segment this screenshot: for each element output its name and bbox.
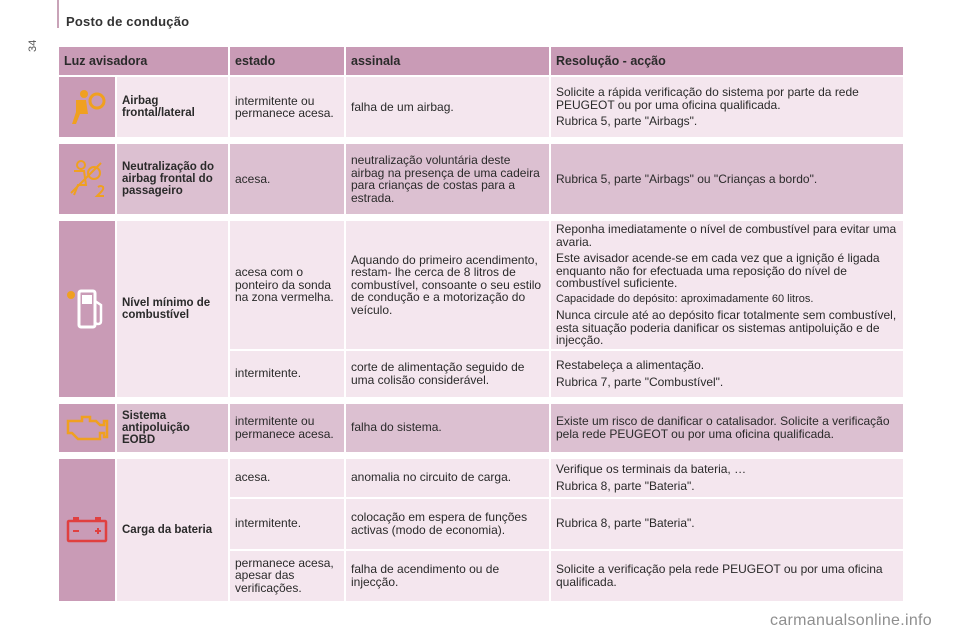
table-header-row [58, 46, 904, 76]
left-margin-rule [57, 0, 59, 28]
fuel-pump-icon-cell [58, 220, 116, 398]
table-row [58, 76, 904, 138]
state-cell: intermitente. [229, 350, 345, 398]
resolution-cell [550, 350, 904, 398]
light-name: Sistema antipoluição EOBD [116, 403, 229, 453]
resolution-cell [550, 550, 904, 602]
state-cell: acesa com o ponteiro da sonda na zona vermelha. [229, 220, 345, 350]
light-name: Airbag frontal/lateral [116, 76, 229, 138]
airbag-icon [66, 86, 108, 128]
indicates-cell: anomalia no circuito de carga. [345, 458, 550, 498]
table-row [58, 403, 904, 453]
resolution-text: Capacidade do depósito: aproximadamente 60 litros. [556, 292, 814, 305]
resolution-text: Rubrica 8, parte "Bateria". [556, 516, 695, 531]
resolution-text: Este avisador acende-se em cada vez que a ignição é ligada enquanto não for efectuada uma reposição do nível de combustível suficiente. [556, 251, 880, 290]
table-row [58, 458, 904, 498]
light-name: Carga da bateria [116, 458, 229, 602]
state-cell: acesa. [229, 143, 345, 215]
resolution-cell [550, 220, 904, 350]
header-warning-light: Luz avisadora [58, 46, 229, 76]
indicates-cell: falha de um airbag. [345, 76, 550, 138]
header-indicates: assinala [345, 46, 550, 76]
resolution-text: Restabeleça a alimentação. [556, 358, 705, 372]
engine-icon-cell [58, 403, 116, 453]
resolution-text: Rubrica 7, parte "Combustível". [556, 374, 724, 389]
resolution-text: Verifique os terminais da bateria, … [556, 462, 747, 476]
resolution-text: Nunca circule até ao depósito ficar totalmente sem combustível, esta situação poderia danificar os sistemas antipoluição e de injecção. [556, 308, 897, 347]
resolution-cell [550, 498, 904, 550]
resolution-text: Existe um risco de danificar o catalisador. Solicite a verificação pela rede PEUGEOT ou por uma oficina qualificada. [556, 414, 890, 441]
warning-lights-table [57, 45, 905, 603]
resolution-cell [550, 76, 904, 138]
state-cell: intermitente. [229, 498, 345, 550]
resolution-text: Solicite a verificação pela rede PEUGEOT ou por uma oficina qualificada. [556, 562, 883, 589]
indicates-cell: falha de acendimento ou de injecção. [345, 550, 550, 602]
fuel-pump-icon [65, 285, 109, 333]
resolution-text: Solicite a rápida verificação do sistema por parte da rede PEUGEOT ou por uma oficina qualificada. [556, 85, 859, 112]
header-state: estado [229, 46, 345, 76]
indicates-cell: neutralização voluntária deste airbag na presença de uma cadeira para crianças de costas para a estrada. [345, 143, 550, 215]
table-row [58, 143, 904, 215]
light-name: Neutralização do airbag frontal do passageiro [116, 143, 229, 215]
battery-icon-cell [58, 458, 116, 602]
resolution-text: Rubrica 5, parte "Airbags" ou "Crianças a bordo". [556, 171, 818, 186]
page-title: Posto de condução [66, 14, 190, 29]
light-name: Nível mínimo de combustível [116, 220, 229, 398]
resolution-text: Rubrica 5, parte "Airbags". [556, 114, 698, 129]
resolution-cell [550, 143, 904, 215]
table-row [58, 220, 904, 350]
resolution-text: Rubrica 8, parte "Bateria". [556, 478, 695, 493]
resolution-cell [550, 458, 904, 498]
indicates-cell: falha do sistema. [345, 403, 550, 453]
indicates-cell: Aquando do primeiro acendimento, restam- lhe cerca de 8 litros de combustível, consoante o seu estilo de condução e a motorização do veículo. [345, 220, 550, 350]
indicates-cell: colocação em espera de funções activas (modo de economia). [345, 498, 550, 550]
resolution-text: Reponha imediatamente o nível de combustível para evitar uma avaria. [556, 222, 897, 249]
state-cell: intermitente ou permanece acesa. [229, 403, 345, 453]
airbag-icon-cell [58, 76, 116, 138]
watermark: carmanualsonline.info [770, 612, 932, 629]
state-cell: intermitente ou permanece acesa. [229, 76, 345, 138]
header-resolution: Resolução - acção [550, 46, 904, 76]
battery-icon [65, 515, 109, 545]
state-cell: acesa. [229, 458, 345, 498]
resolution-cell [550, 403, 904, 453]
airbag-off-icon [65, 157, 109, 201]
indicates-cell: corte de alimentação seguido de uma colisão considerável. [345, 350, 550, 398]
airbag-off-icon-cell [58, 143, 116, 215]
page-number: 34 [27, 39, 39, 52]
state-cell: permanece acesa, apesar das verificações. [229, 550, 345, 602]
engine-icon [64, 411, 110, 445]
